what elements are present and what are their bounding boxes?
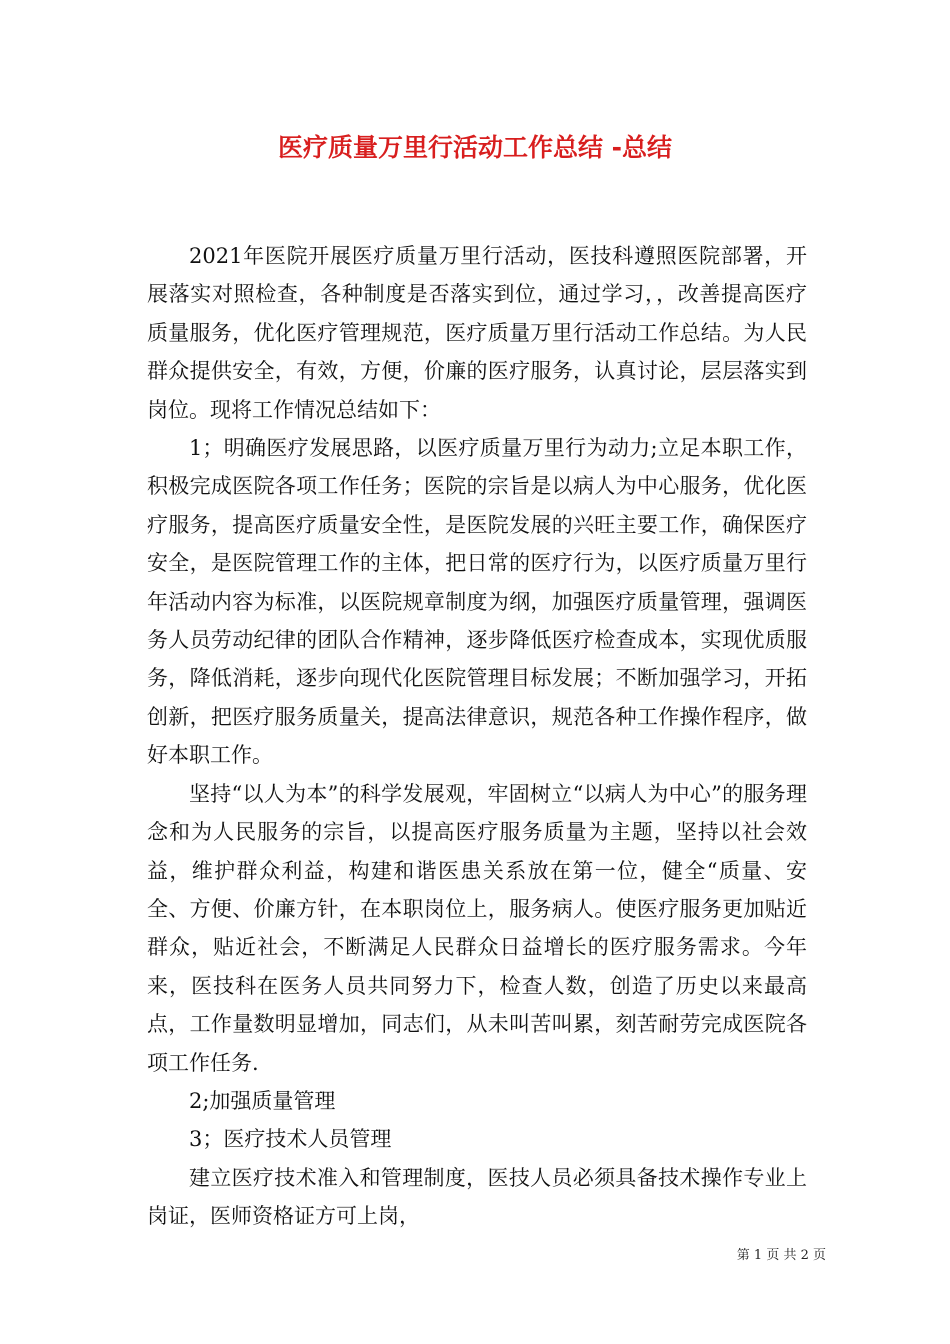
document-body — [147, 237, 807, 1236]
paragraph-intro: 2021年医院开展医疗质量万里行活动，医技科遵照医院部署，开展落实对照检查，各种制度是否落实到位，通过学习，，改善提高医疗质量服务，优化医疗管理规范，医疗质量万里行活动工作总结。为人民群众提供安全，有效，方便，价廉的医疗服务，认真讨论，层层落实到岗位。现将工作情况总结如下： — [147, 244, 807, 422]
paragraph-people-oriented: 坚持“以人为本”的科学发展观，牢固树立“以病人为中心”的服务理念和为人民服务的宗旨，以提高医疗服务质量为主题，坚持以社会效益，维护群众利益，构建和谐医患关系放在第一位，健全“质量、安全、方便、价廉方针，在本职岗位上，服务病人。使医疗服务更加贴近群众，贴近社会，不断满足人民群众日益增长的医疗服务需求。今年来，医技科在医务人员共同努力下，检查人数，创造了历史以来最高点，工作量数明显增加，同志们，从未叫苦叫累，刻苦耐劳完成医院各项工作任务. — [147, 781, 807, 1075]
document-title: 医疗质量万里行活动工作总结 -总结 — [277, 133, 673, 162]
paragraph-point-1: 1；明确医疗发展思路，以医疗质量万里行为动力;立足本职工作，积极完成医院各项工作任务；医院的宗旨是以病人为中心服务，优化医疗服务，提高医疗质量安全性，是医院发展的兴旺主要工作，确保医疗安全，是医院管理工作的主体，把日常的医疗行为，以医疗质量万里行年活动内容为标准，以医院规章制度为纲，加强医疗质量管理，强调医务人员劳动纪律的团队合作精神，逐步降低医疗检查成本，实现优质服务，降低消耗，逐步向现代化医院管理目标发展；不断加强学习，开拓创新，把医疗服务质量关，提高法律意识，规范各种工作操作程序，做好本职工作。 — [147, 436, 807, 768]
paragraph-technical-access: 建立医疗技术准入和管理制度，医技人员必须具备技术操作专业上岗证，医师资格证方可上岗， — [147, 1165, 807, 1229]
page-number: 第 1 页 共 2 页 — [736, 1248, 826, 1263]
paragraph-point-3: 3；医疗技术人员管理 — [189, 1127, 392, 1152]
paragraph-point-2: 2;加强质量管理 — [189, 1088, 336, 1113]
